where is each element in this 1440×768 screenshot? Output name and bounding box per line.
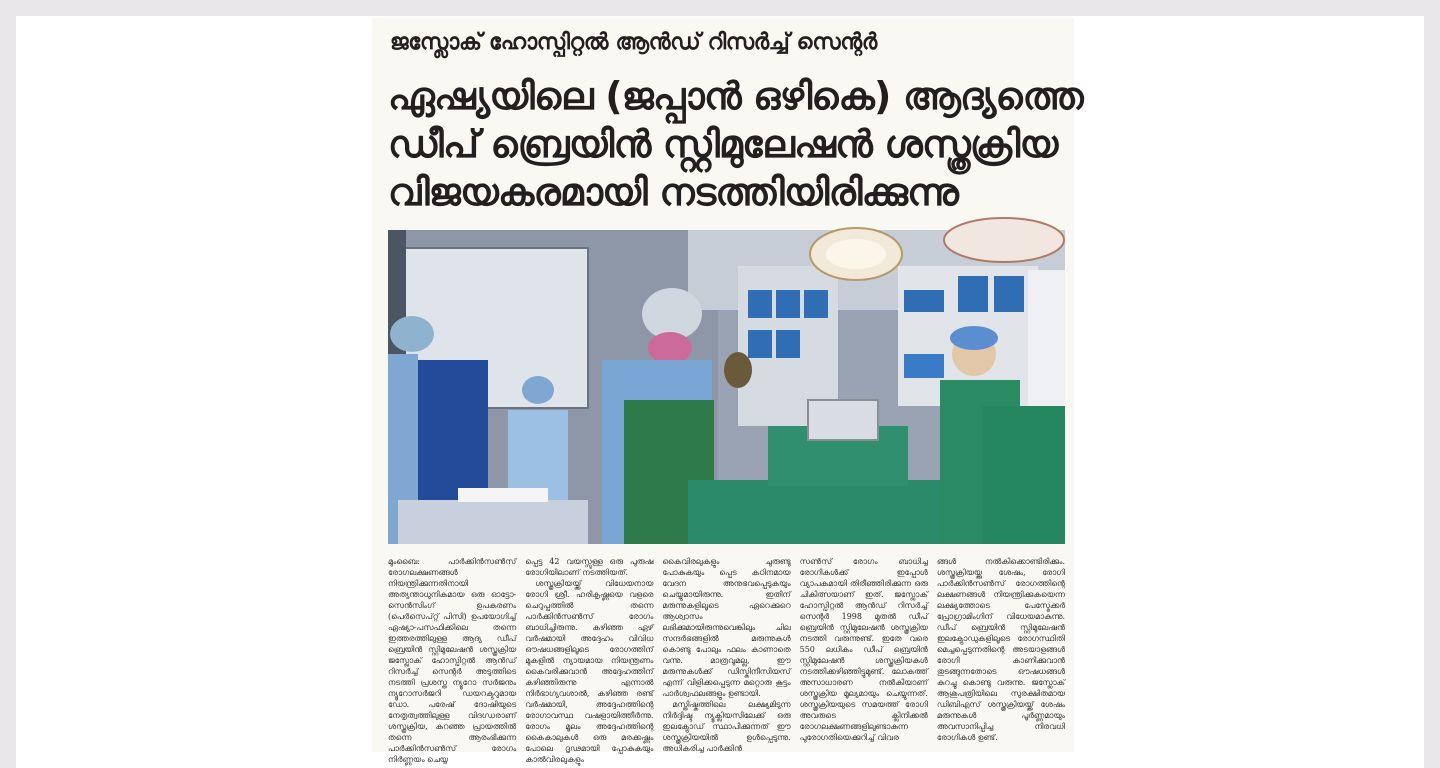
paragraph: മുംബൈ: പാർക്കിൻസൺസ് രോഗലക്ഷണങ്ങൾ നിയന്ത്രിക്കുന്നതിനായി അത്യന്താധുനികമായ ഒരു ഓട്ടോ-സെൻസിംഗ് ഉപകരണം (പെർസെപ്റ്റ് പിസി) ഉപയോഗിച്ച് ഏഷ്യാ-പസഫിക്കിലെ തന്നെ ഇത്തരത്തിലുള്ള ആദ്യ ഡീപ് ബ്രെയിൻ സ്റ്റിമുലേഷൻ ശസ്ത്രക്രിയ ജസ്ലോക് ഹോസ്പിറ്റൽ ആൻഡ് റിസർച്ച് സെന്റർ അടുത്തിടെ നടത്തി പ്രശസ്ത ന്യൂറോ സർജനും ന്യൂറോസർജറി ഡയറക്ടറുമായ ഡോ. പരേഷ് ദോഷിയുടെ നേതൃത്വത്തിലുള്ള വിദഗ്ധരാണ് ശസ്ത്രക്രിയ, കുറഞ്ഞ പ്രായത്തിൽ തന്നെ ആരംഭിക്കുന്ന പാർക്കിൻസൺസ് രോഗം നിർണ്ണയം ചെയ്യ	[388, 557, 517, 764]
surgery-photo-illustration	[388, 230, 1065, 544]
text-column	[662, 556, 790, 752]
text-column	[800, 556, 928, 752]
article-kicker: ജസ്ലോക് ഹോസ്പിറ്റൽ ആൻഡ് റിസർച്ച് സെന്റർ	[390, 30, 877, 55]
paragraph: ങ്ങൾ നൽകിക്കൊണ്ടിരിക്കും. ശസ്ത്രക്രിയയ്ക്കു ശേഷം, രോഗി പാർക്കിൻസൺസ് രോഗത്തിന്റെ ലക്ഷണങ്ങൾ നിയന്ത്രിക്കുകയെന്ന ലക്ഷ്യത്തോടെ പേസ്മേക്കർ പ്രോഗ്രാമിംഗിന് വിധേയമാകുന്നു. ഡീപ് ബ്രെയിൻ സ്റ്റിമുലേഷൻ ഇലക്ട്രോഡുകളിലൂടെ രോഗസ്ഥിതി മെച്ചപ്പെടുന്നതിന്റെ അടയാളങ്ങൾ രോഗി കാണിക്കുവാൻ തുടങ്ങുന്നതോടെ ഔഷധങ്ങൾ കുറച്ചു കൊണ്ടു വരുന്നു. ജസ്ലോക് ആശുപത്രിയിലെ സുരക്ഷിതമായ ഡിബിഎസ് ശസ്ത്രക്രിയയ്ക്ക് ശേഷം മരുന്നുകൾ പൂർണ്ണമായും അവസാനിപ്പിച്ച നിരവധി രോഗികൾ ഉണ്ട്.	[936, 557, 1066, 742]
paragraph: സൺസ് രോഗം ബാധിച്ച രോഗികൾക്ക് ഇപ്പോൾ വ്യാപകമായി തിരീഞ്ഞിരിക്കുന്ന ഒരു ചികിത്സയാണ് ഇത്. ജസ്ലോക് ഹോസ്പിറ്റൽ ആൻഡ് റിസർച്ച് സെന്റർ 1998 മുതൽ ഡീപ് ബ്രെയിൻ സ്റ്റിമുലേഷൻ ശസ്ത്രക്രിയ നടത്തി വരുന്നുണ്ട്. ഇതേ വരെ 550 ലധികം ഡീപ് ബ്രെയിൻ സ്റ്റിമുലേഷൻ ശസ്ത്രക്രിയകൾ നടത്തിക്കഴിഞ്ഞിട്ടുമുണ്ട്. ലോകത്ത് അസാധാരണ നൽകിയാണ് ശസ്ത്രക്രിയ മൂല്യമായും ചെയ്യുന്നത്. ശസ്ത്രക്രിയയുടെ സമയത്ത് രോഗി അവരുടെ ക്ലിനിക്കൽ രോഗലക്ഷണങ്ങളിലുണ്ടാകുന്ന പുരോഗതിയെക്കുറിച്ച് വിവര	[799, 557, 928, 742]
paragraph: ശസ്ത്രക്രിയയ്ക്ക് വിധേയനായ രോഗി ശ്രീ. ഹരികൃഷ്ണയെ വളരെ ചെറുപ്പത്തിൽ തന്നെ പാർക്കിൻസൺസ് രോഗം ബാധിച്ചിരുന്നു. കഴിഞ്ഞ ഏഴ് വർഷമായി അദ്ദേഹം വിവിധ ഔഷധങ്ങളിലൂടെ രോഗത്തിന് മുകളിൽ ന്യായമായ നിയന്ത്രണം കൈവരിക്കുവാൻ അദ്ദേഹത്തിന് കഴിഞ്ഞിരുന്നു എന്നാൽ നിർഭാഗ്യവശാൽ, കഴിഞ്ഞ രണ്ട് വർഷമായി, അദ്ദേഹത്തിന്റെ രോഗാവസ്ഥ വഷളായിത്തീർന്നു. രോഗം മൂലം അദ്ദേഹത്തിന്റെ കൈകാലുകൾ ഒരു മരക്കഷ്ണം പോലെ ദൃഢമായി പ്പോകുകയും കാൽവിരലുകളും	[525, 579, 654, 764]
headline-line: ഏഷ്യയിലെ (ജപ്പാൻ ഒഴികെ) ആദ്യത്തെ	[388, 74, 1083, 118]
paragraph: പ്പെട്ട 42 വയസ്സുള്ള ഒരു പുരുഷ രോഗിയിലാണ് നടത്തിയത്.	[525, 557, 654, 577]
article-body	[388, 556, 1066, 764]
text-column	[525, 556, 654, 764]
headline-line: വിജയകരമായി നടത്തിയിരിക്കുന്നു	[388, 170, 959, 214]
surgery-photo	[388, 230, 1065, 544]
text-column	[388, 556, 517, 764]
headline-line: ഡീപ് ബ്രെയിൻ സ്റ്റിമുലേഷൻ ശസ്ത്രക്രിയ	[388, 122, 1058, 166]
paragraph: കൈവിരലുകളും ചുരുണ്ടു പോകുകയും പ്പെട കഠിനമായ വേദന അനുഭവപ്പെടുകയും ചെയ്യുമായിരുന്നു. ഇതിന് മരുന്നുകളിലൂടെ ഏറെക്കുറെ ആശ്വാസം ലഭിക്കുമായിരുന്നുവെങ്കിലും ചില സന്ദർഭങ്ങളിൽ മരുന്നുകൾ കൊണ്ടു പോലും ഫലം കാണാതെ വന്നു. മാത്രവുമല്ല, ഈ മരുന്നുകൾക്ക് ഡിസ്കിനീസിയസ് എന്ന് വിളിക്കപ്പെടുന്ന മറ്റൊരു കൂട്ടം പാർശ്വഫലങ്ങളും ഉണ്ടായി.	[662, 557, 791, 698]
text-column	[937, 556, 1065, 752]
article-headline	[388, 72, 1083, 216]
paragraph: മസ്തിഷ്കത്തിലെ ലക്ഷ്യമിടുന്ന നിർദ്ദിഷ്ട ന്യൂക്ലിയസിലേക്ക് ഒരു ഇലക്ട്രോഡ് സ്ഥാപിക്കുന്നത് ഈ ശസ്ത്രക്രിയയിൽ ഉൾപ്പെടുന്നു. അധികരിച്ച പാർക്കിൻ	[662, 700, 791, 753]
